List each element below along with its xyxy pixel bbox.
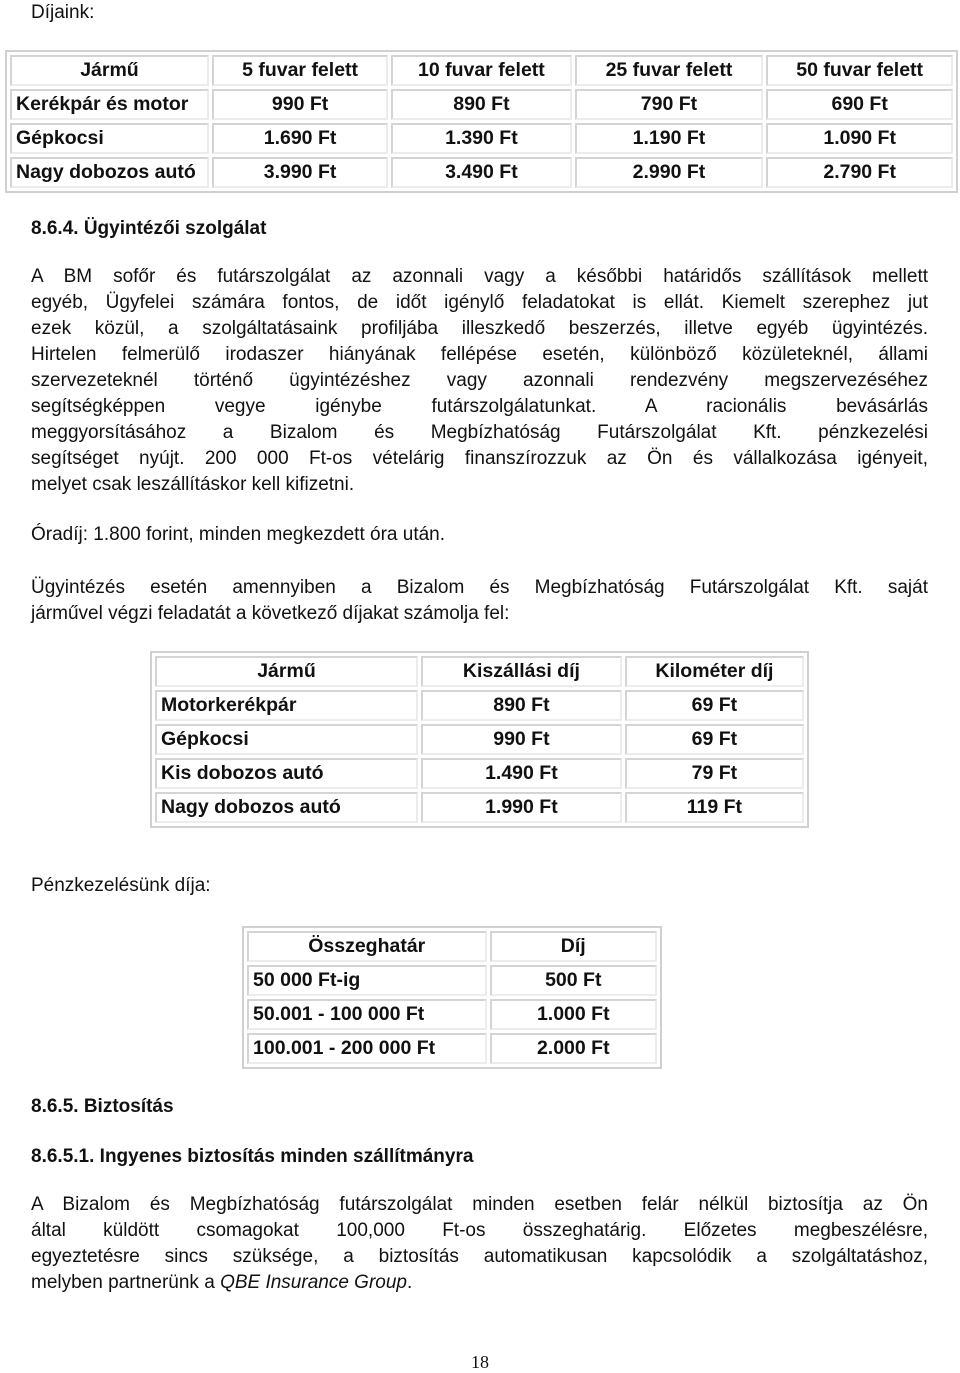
table-header-cell: 25 fuvar felett bbox=[575, 55, 764, 86]
text-line: egyéb, Ügyfelei számára fontos, de időt igénylő feladatokat is ellát. Kiemelt szerephez jut bbox=[31, 292, 928, 313]
table-cell: Kis dobozos autó bbox=[155, 758, 418, 789]
table-cell: 100.001 - 200 000 Ft bbox=[247, 1033, 487, 1064]
table-cell: 1.490 Ft bbox=[421, 758, 622, 789]
text-line: A BM sofőr és futárszolgálat az azonnali vagy a későbbi határidős szállítások mellett bbox=[31, 266, 928, 287]
section-heading-864: 8.6.4. Ügyintézői szolgálat bbox=[31, 218, 267, 239]
text-fragment: . bbox=[407, 1272, 413, 1293]
table-header-cell: Kiszállási díj bbox=[421, 656, 622, 687]
table-header-cell: 5 fuvar felett bbox=[212, 55, 388, 86]
table-row bbox=[155, 758, 804, 789]
text-line: Hirtelen felmerülő irodaszer hiányának fellépése esetén, különböző közületeknél, állami bbox=[31, 344, 928, 365]
table-cell: Motorkerékpár bbox=[155, 690, 418, 721]
text-line bbox=[31, 1270, 928, 1296]
text-line: által küldött csomagokat 100,000 Ft-os összeghatárig. Előzetes megbeszélésre, bbox=[31, 1220, 928, 1241]
subsection-heading-8651: 8.6.5.1. Ingyenes biztosítás minden szállítmányra bbox=[31, 1146, 474, 1167]
text-line: járművel végzi feladatát a következő díjakat számolja fel: bbox=[31, 603, 510, 624]
table-row bbox=[10, 123, 953, 154]
table-cell: 2.000 Ft bbox=[490, 1033, 657, 1064]
table-cell: 890 Ft bbox=[421, 690, 622, 721]
fees-intro-label: Díjaink: bbox=[31, 2, 95, 23]
money-handling-label: Pénzkezelésünk díja: bbox=[31, 875, 211, 896]
table-cell: 990 Ft bbox=[212, 89, 388, 120]
table-header-cell: Jármű bbox=[155, 656, 418, 687]
table-cell: 990 Ft bbox=[421, 724, 622, 755]
table-cell: 69 Ft bbox=[625, 690, 804, 721]
table-row bbox=[155, 724, 804, 755]
table-cell: Nagy dobozos autó bbox=[155, 792, 418, 823]
table-header-cell: Jármű bbox=[10, 55, 209, 86]
table-header-row bbox=[10, 55, 953, 86]
table-cell: 3.990 Ft bbox=[212, 157, 388, 188]
text-line: segítségképpen vegye igénybe futárszolgálatunkat. A racionális bevásárlás bbox=[31, 396, 928, 417]
table-cell: 1.190 Ft bbox=[575, 123, 764, 154]
text-line: ezek közül, a szolgáltatásaink profiljába illeszkedő beszerzés, illetve egyéb ügyintézés. bbox=[31, 318, 928, 339]
table-header-cell: 10 fuvar felett bbox=[391, 55, 571, 86]
table-cell: 1.000 Ft bbox=[490, 999, 657, 1030]
table-row bbox=[247, 965, 657, 996]
page-number: 18 bbox=[471, 1352, 489, 1372]
table-cell: Gépkocsi bbox=[155, 724, 418, 755]
table-cell: Kerékpár és motor bbox=[10, 89, 209, 120]
table-cell: 50.001 - 100 000 Ft bbox=[247, 999, 487, 1030]
table-cell: 890 Ft bbox=[391, 89, 571, 120]
text-line: Ügyintézés esetén amennyiben a Bizalom és Megbízhatóság Futárszolgálat Kft. saját bbox=[31, 577, 928, 598]
table-cell: 2.990 Ft bbox=[575, 157, 764, 188]
text-fragment: melyben partnerünk a bbox=[31, 1272, 221, 1293]
table-cell: 1.090 Ft bbox=[766, 123, 953, 154]
table-cell: 790 Ft bbox=[575, 89, 764, 120]
paragraph-own-vehicle bbox=[31, 575, 928, 627]
table-header-cell: Kilométer díj bbox=[625, 656, 804, 687]
table-cell: 1.690 Ft bbox=[212, 123, 388, 154]
table-cell: 1.990 Ft bbox=[421, 792, 622, 823]
table-row bbox=[155, 792, 804, 823]
table-row bbox=[10, 157, 953, 188]
table-header-cell: 50 fuvar felett bbox=[766, 55, 953, 86]
text-line: szervezeteknél történő ügyintézéshez vagy azonnali rendezvény megszervezéséhez bbox=[31, 370, 928, 391]
table-cell: 1.390 Ft bbox=[391, 123, 571, 154]
table-row bbox=[155, 690, 804, 721]
paragraph-errand-service bbox=[31, 264, 928, 498]
section-heading-865: 8.6.5. Biztosítás bbox=[31, 1096, 174, 1117]
table-cell: 50 000 Ft-ig bbox=[247, 965, 487, 996]
insurer-name: QBE Insurance Group bbox=[220, 1272, 407, 1293]
text-line: A Bizalom és Megbízhatóság futárszolgálat minden esetben felár nélkül biztosítja az Ön bbox=[31, 1194, 928, 1215]
text-line: egyeztetésre sincs szüksége, a biztosítás automatikusan kapcsolódik a szolgáltatáshoz, bbox=[31, 1246, 928, 1267]
fees-table-trips bbox=[5, 50, 958, 193]
hourly-rate-text: Óradíj: 1.800 forint, minden megkezdett óra után. bbox=[31, 524, 446, 545]
table-cell: Gépkocsi bbox=[10, 123, 209, 154]
table-cell: Nagy dobozos autó bbox=[10, 157, 209, 188]
table-header-row bbox=[247, 931, 657, 962]
fees-table-vehicle bbox=[150, 651, 809, 828]
text-line: melyet csak leszállításkor kell kifizetni. bbox=[31, 474, 355, 495]
table-header-cell: Díj bbox=[490, 931, 657, 962]
table-cell: 690 Ft bbox=[766, 89, 953, 120]
table-cell: 500 Ft bbox=[490, 965, 657, 996]
text-line: segítséget nyújt. 200 000 Ft-os vételárig finanszírozzuk az Ön és vállalkozása igényeit, bbox=[31, 448, 928, 469]
table-row bbox=[10, 89, 953, 120]
table-row bbox=[247, 999, 657, 1030]
fees-table-money-handling bbox=[242, 926, 662, 1069]
table-cell: 2.790 Ft bbox=[766, 157, 953, 188]
table-cell: 69 Ft bbox=[625, 724, 804, 755]
table-header-cell: Összeghatár bbox=[247, 931, 487, 962]
table-cell: 3.490 Ft bbox=[391, 157, 571, 188]
text-line: meggyorsításához a Bizalom és Megbízhatóság Futárszolgálat Kft. pénzkezelési bbox=[31, 422, 928, 443]
table-row bbox=[247, 1033, 657, 1064]
table-cell: 79 Ft bbox=[625, 758, 804, 789]
table-cell: 119 Ft bbox=[625, 792, 804, 823]
paragraph-insurance bbox=[31, 1192, 928, 1296]
table-header-row bbox=[155, 656, 804, 687]
